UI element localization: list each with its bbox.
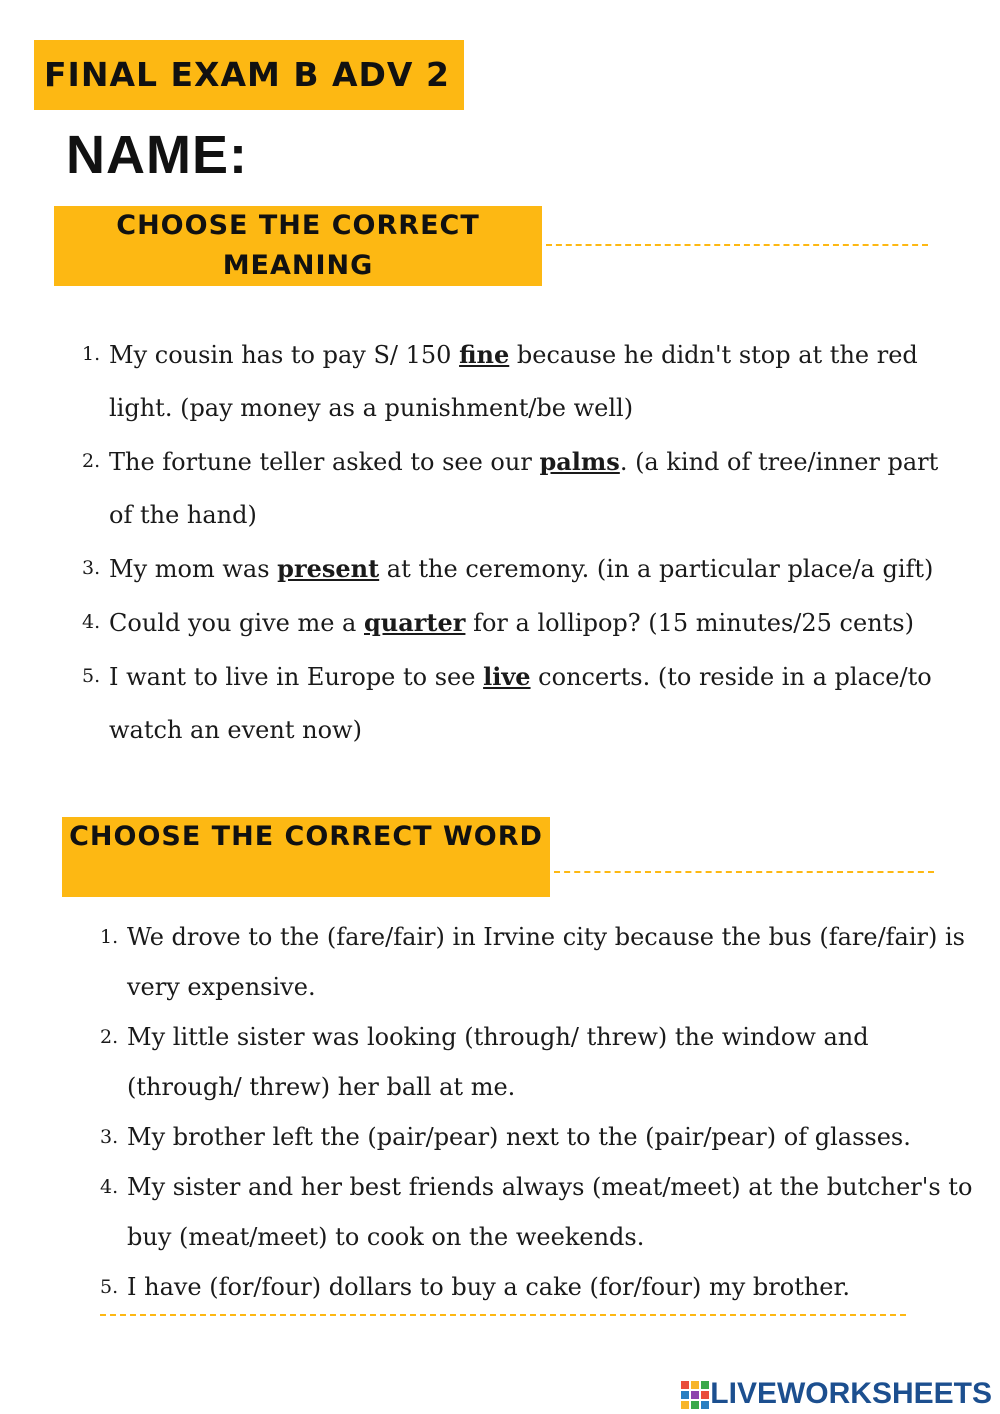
dashed-divider xyxy=(100,1314,906,1316)
list-item: 5. I have (for/four) dollars to buy a cake (for/four) my brother. xyxy=(100,1262,980,1312)
dashed-divider xyxy=(546,244,928,246)
liveworksheets-logo-icon xyxy=(680,1378,710,1410)
liveworksheets-logo[interactable] xyxy=(680,1376,992,1412)
keyword: live xyxy=(483,662,531,691)
list-item: 3. My mom was present at the ceremony. (in a particular place/a gift) xyxy=(82,542,952,596)
name-label: NAME: xyxy=(66,125,248,185)
list-item: 1. We drove to the (fare/fair) in Irvine city because the bus (fare/fair) is very expensive. xyxy=(100,912,980,1012)
meaning-question-list xyxy=(82,328,952,757)
list-item: 1. My cousin has to pay S/ 150 fine because he didn't stop at the red light. (pay money as a punishment/be well) xyxy=(82,328,952,435)
list-item: 2. The fortune teller asked to see our palms. (a kind of tree/inner part of the hand) xyxy=(82,435,952,542)
item-number: 2. xyxy=(82,450,101,472)
item-number: 1. xyxy=(82,343,101,365)
logo-text: LIVEWORKSHEETS xyxy=(710,1377,992,1410)
dashed-divider xyxy=(554,871,934,873)
keyword: present xyxy=(277,554,380,583)
keyword: quarter xyxy=(364,608,466,637)
list-item: 3. My brother left the (pair/pear) next to the (pair/pear) of glasses. xyxy=(100,1112,980,1162)
item-number: 5. xyxy=(100,1276,119,1298)
section-heading-meaning: CHOOSE THE CORRECT MEANING xyxy=(54,206,542,286)
item-number: 3. xyxy=(100,1126,119,1148)
list-item: 4. Could you give me a quarter for a lollipop? (15 minutes/25 cents) xyxy=(82,596,952,650)
list-item: 4. My sister and her best friends always (meat/meet) at the butcher's to buy (meat/meet) to cook on the weekends. xyxy=(100,1162,980,1262)
item-number: 3. xyxy=(82,557,101,579)
item-number: 1. xyxy=(100,926,119,948)
list-item: 2. My little sister was looking (through/ threw) the window and (through/ threw) her ball at me. xyxy=(100,1012,980,1112)
section-heading-word: CHOOSE THE CORRECT WORD xyxy=(62,817,550,897)
keyword: palms xyxy=(539,447,620,476)
word-question-list xyxy=(100,912,980,1312)
page-title: FINAL EXAM B ADV 2 xyxy=(34,40,464,110)
list-item: 5. I want to live in Europe to see live concerts. (to reside in a place/to watch an event now) xyxy=(82,650,952,757)
item-number: 5. xyxy=(82,665,101,687)
item-number: 2. xyxy=(100,1026,119,1048)
item-number: 4. xyxy=(100,1176,119,1198)
keyword: fine xyxy=(459,340,510,369)
item-number: 4. xyxy=(82,611,101,633)
